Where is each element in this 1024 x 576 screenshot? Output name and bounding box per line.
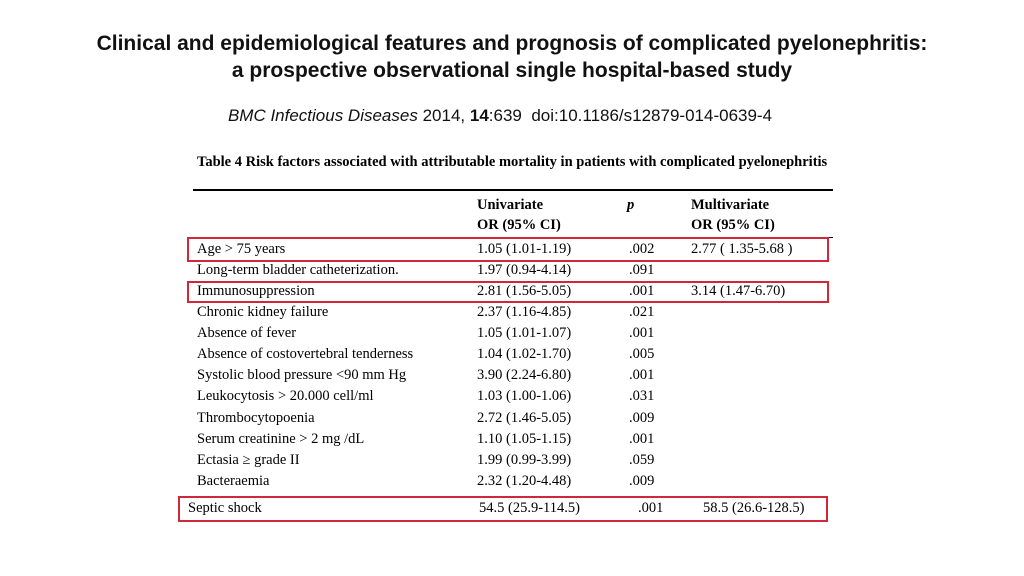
row-univariate-or: 2.32 (1.20-4.48) (477, 473, 572, 489)
row-univariate-or: 1.99 (0.99-3.99) (477, 452, 572, 468)
table-row (0, 302, 1024, 323)
slide-title-line2: a prospective observational single hospital-based study (231, 59, 793, 82)
table-row (0, 429, 1024, 450)
row-p-value: .001 (629, 283, 655, 299)
row-p-value: .091 (629, 262, 655, 278)
table-row (0, 323, 1024, 344)
citation-volume: 14 (469, 106, 489, 125)
row-factor: Serum creatinine > 2 mg /dL (197, 431, 365, 447)
table-row (0, 386, 1024, 407)
citation-journal: BMC Infectious Diseases (227, 106, 418, 125)
row-factor: Absence of costovertebral tenderness (197, 346, 414, 362)
table-row (0, 450, 1024, 471)
citation-year: 2014, (422, 106, 466, 125)
row-univariate-or: 1.04 (1.02-1.70) (477, 346, 572, 362)
row-multivariate-or: 58.5 (26.6-128.5) (703, 500, 805, 516)
header-univariate-line1: Univariate (477, 197, 544, 213)
row-factor: Immunosuppression (197, 283, 315, 299)
table-row (0, 408, 1024, 429)
row-p-value: .059 (629, 452, 655, 468)
highlight-box-septic-shock (178, 496, 828, 522)
row-factor: Age > 75 years (197, 241, 286, 257)
row-multivariate-or: 2.77 ( 1.35-5.68 ) (691, 241, 793, 257)
row-p-value: .031 (629, 388, 655, 404)
row-p-value: .021 (629, 304, 655, 320)
table-row (0, 471, 1024, 492)
row-factor: Absence of fever (197, 325, 297, 341)
row-p-value: .001 (629, 325, 655, 341)
row-univariate-or: 3.90 (2.24-6.80) (477, 367, 572, 383)
header-univariate-line2: OR (95% CI) (477, 217, 561, 233)
header-multivariate-line1: Multivariate (691, 197, 770, 213)
row-p-value: .001 (629, 431, 655, 447)
row-p-value: .005 (629, 346, 655, 362)
citation-pages: :639 (488, 106, 522, 125)
highlight-box-immunosuppression (187, 281, 829, 303)
row-p-value: .001 (638, 500, 664, 516)
header-p-label: p (627, 197, 635, 213)
row-p-value: .009 (629, 473, 655, 489)
table-top-rule (193, 189, 833, 191)
table-row (0, 344, 1024, 365)
highlight-box-age (187, 237, 829, 262)
row-univariate-or: 1.97 (0.94-4.14) (477, 262, 572, 278)
row-multivariate-or: 3.14 (1.47-6.70) (691, 283, 786, 299)
slide-title (0, 30, 1024, 84)
row-univariate-or: 2.81 (1.56-5.05) (477, 283, 572, 299)
table-caption: Table 4 Risk factors associated with attributable mortality in patients with complicated pyelonephritis (197, 154, 828, 170)
citation-doi: doi:10.1186/s12879-014-0639-4 (531, 106, 773, 125)
slide-title-line1: Clinical and epidemiological features and prognosis of complicated pyelonephritis: (96, 32, 928, 55)
row-factor: Bacteraemia (197, 473, 270, 489)
header-multivariate (691, 195, 775, 235)
row-factor: Systolic blood pressure <90 mm Hg (197, 367, 407, 383)
row-univariate-or: 54.5 (25.9-114.5) (479, 500, 580, 516)
row-p-value: .002 (629, 241, 655, 257)
row-factor: Septic shock (188, 500, 262, 516)
row-p-value: .009 (629, 410, 655, 426)
row-factor: Chronic kidney failure (197, 304, 329, 320)
row-p-value: .001 (629, 367, 655, 383)
row-factor: Ectasia ≥ grade II (197, 452, 300, 468)
row-univariate-or: 1.05 (1.01-1.07) (477, 325, 572, 341)
row-univariate-or: 1.03 (1.00-1.06) (477, 388, 572, 404)
row-factor: Leukocytosis > 20.000 cell/ml (197, 388, 374, 404)
header-univariate (477, 195, 561, 235)
row-univariate-or: 1.10 (1.05-1.15) (477, 431, 572, 447)
row-univariate-or: 2.72 (1.46-5.05) (477, 410, 572, 426)
row-univariate-or: 2.37 (1.16-4.85) (477, 304, 572, 320)
row-factor: Thrombocytopoenia (197, 410, 315, 426)
table-row (0, 260, 1024, 281)
header-p (627, 195, 634, 215)
table-row (0, 365, 1024, 386)
row-factor: Long-term bladder catheterization. (197, 262, 399, 278)
header-multivariate-line2: OR (95% CI) (691, 217, 775, 233)
row-univariate-or: 1.05 (1.01-1.19) (477, 241, 572, 257)
citation (0, 106, 1000, 126)
